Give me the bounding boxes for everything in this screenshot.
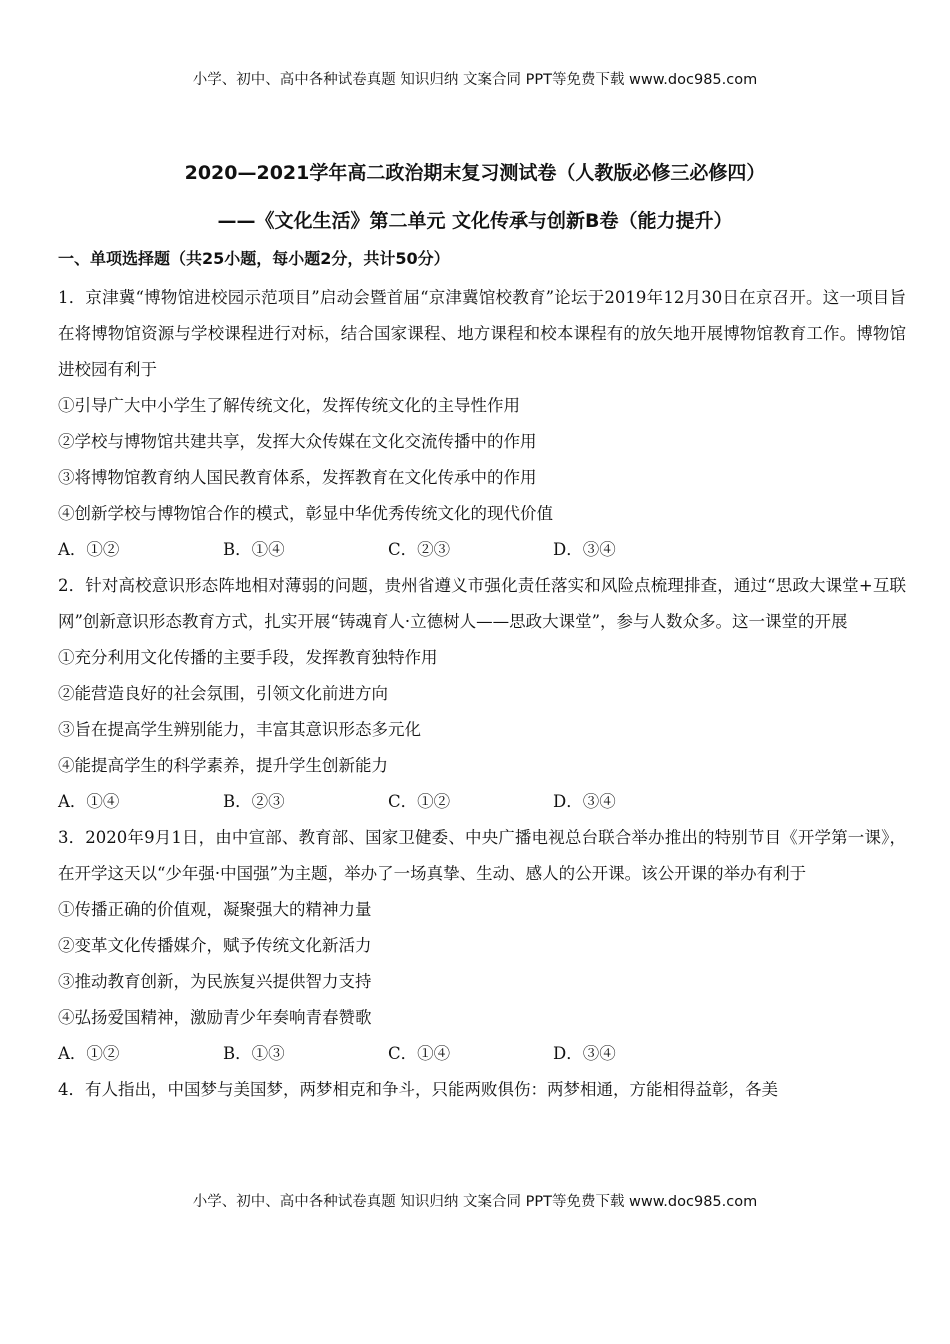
choice-b: B．②③ — [223, 792, 285, 811]
question-1 — [58, 280, 906, 568]
choice-c: C．①② — [388, 792, 451, 811]
statement-option: ③旨在提高学生辨别能力，丰富其意识形态多元化 — [58, 720, 421, 739]
section-heading: 一、单项选择题（共25小题，每小题2分，共计50分） — [58, 249, 450, 268]
statement-option: ④能提高学生的科学素养，提升学生创新能力 — [58, 756, 388, 775]
choice-d: D．③④ — [553, 1044, 616, 1063]
statement-option: ②学校与博物馆共建共享，发挥大众传媒在文化交流传播中的作用 — [58, 432, 537, 451]
exam-subtitle: ——《文化生活》第二单元 文化传承与创新B卷（能力提升） — [217, 210, 733, 232]
question-stem: 3．2020年9月1日，由中宣部、教育部、国家卫健委、中央广播电视总台联合举办推出的特别节目《开学第一课》，在开学这天以“少年强·中国强”为主题，举办了一场真挚、生动、感人的公开课。该公开课的举办有利于 — [58, 828, 906, 883]
choice-d: D．③④ — [553, 540, 616, 559]
statement-option: ①充分利用文化传播的主要手段，发挥教育独特作用 — [58, 648, 438, 667]
question-3 — [58, 820, 906, 1072]
choice-a: A．①② — [58, 1044, 120, 1063]
question-stem: 4．有人指出，中国梦与美国梦，两梦相克和争斗，只能两败俱伤：两梦相通，方能相得益彰，各美 — [58, 1080, 778, 1099]
choice-b: B．①④ — [223, 540, 285, 559]
statement-option: ③将博物馆教育纳人国民教育体系，发挥教育在文化传承中的作用 — [58, 468, 537, 487]
choice-c: C．①④ — [388, 1044, 451, 1063]
statement-option: ②变革文化传播媒介，赋予传统文化新活力 — [58, 936, 372, 955]
exam-title: 2020—2021学年高二政治期末复习测试卷（人教版必修三必修四） — [184, 162, 766, 184]
question-list — [58, 280, 906, 1108]
statement-option: ①引导广大中小学生了解传统文化，发挥传统文化的主导性作用 — [58, 396, 520, 415]
question-stem: 2．针对高校意识形态阵地相对薄弱的问题，贵州省遵义市强化责任落实和风险点梳理排查，通过“思政大课堂+互联网”创新意识形态教育方式，扎实开展“铸魂育人·立德树人——思政大课堂”，参与人数众多。这一课堂的开展 — [58, 576, 906, 631]
footer-banner: 小学、初中、高中各种试卷真题 知识归纳 文案合同 PPT等免费下载 www.doc985.com — [192, 1194, 758, 1210]
answer-choices — [58, 784, 906, 820]
statement-option: ②能营造良好的社会氛围，引领文化前进方向 — [58, 684, 388, 703]
choice-d: D．③④ — [553, 792, 616, 811]
choice-b: B．①③ — [223, 1044, 285, 1063]
statement-option: ④弘扬爱国精神，激励青少年奏响青春赞歌 — [58, 1008, 372, 1027]
choice-a: A．①② — [58, 540, 120, 559]
statement-option: ④创新学校与博物馆合作的模式，彰显中华优秀传统文化的现代价值 — [58, 504, 553, 523]
answer-choices — [58, 1036, 906, 1072]
header-banner: 小学、初中、高中各种试卷真题 知识归纳 文案合同 PPT等免费下载 www.doc985.com — [192, 72, 758, 88]
statement-option: ①传播正确的价值观，凝聚强大的精神力量 — [58, 900, 372, 919]
question-stem: 1．京津冀“博物馆进校园示范项目”启动会暨首届“京津冀馆校教育”论坛于2019年12月30日在京召开。这一项目旨在将博物馆资源与学校课程进行对标，结合国家课程、地方课程和校本课程有的放矢地开展博物馆教育工作。博物馆进校园有利于 — [58, 288, 906, 379]
statement-option: ③推动教育创新，为民族复兴提供智力支持 — [58, 972, 372, 991]
choice-a: A．①④ — [58, 792, 120, 811]
question-4 — [58, 1072, 906, 1108]
choice-c: C．②③ — [388, 540, 451, 559]
question-2 — [58, 568, 906, 820]
answer-choices — [58, 532, 906, 568]
